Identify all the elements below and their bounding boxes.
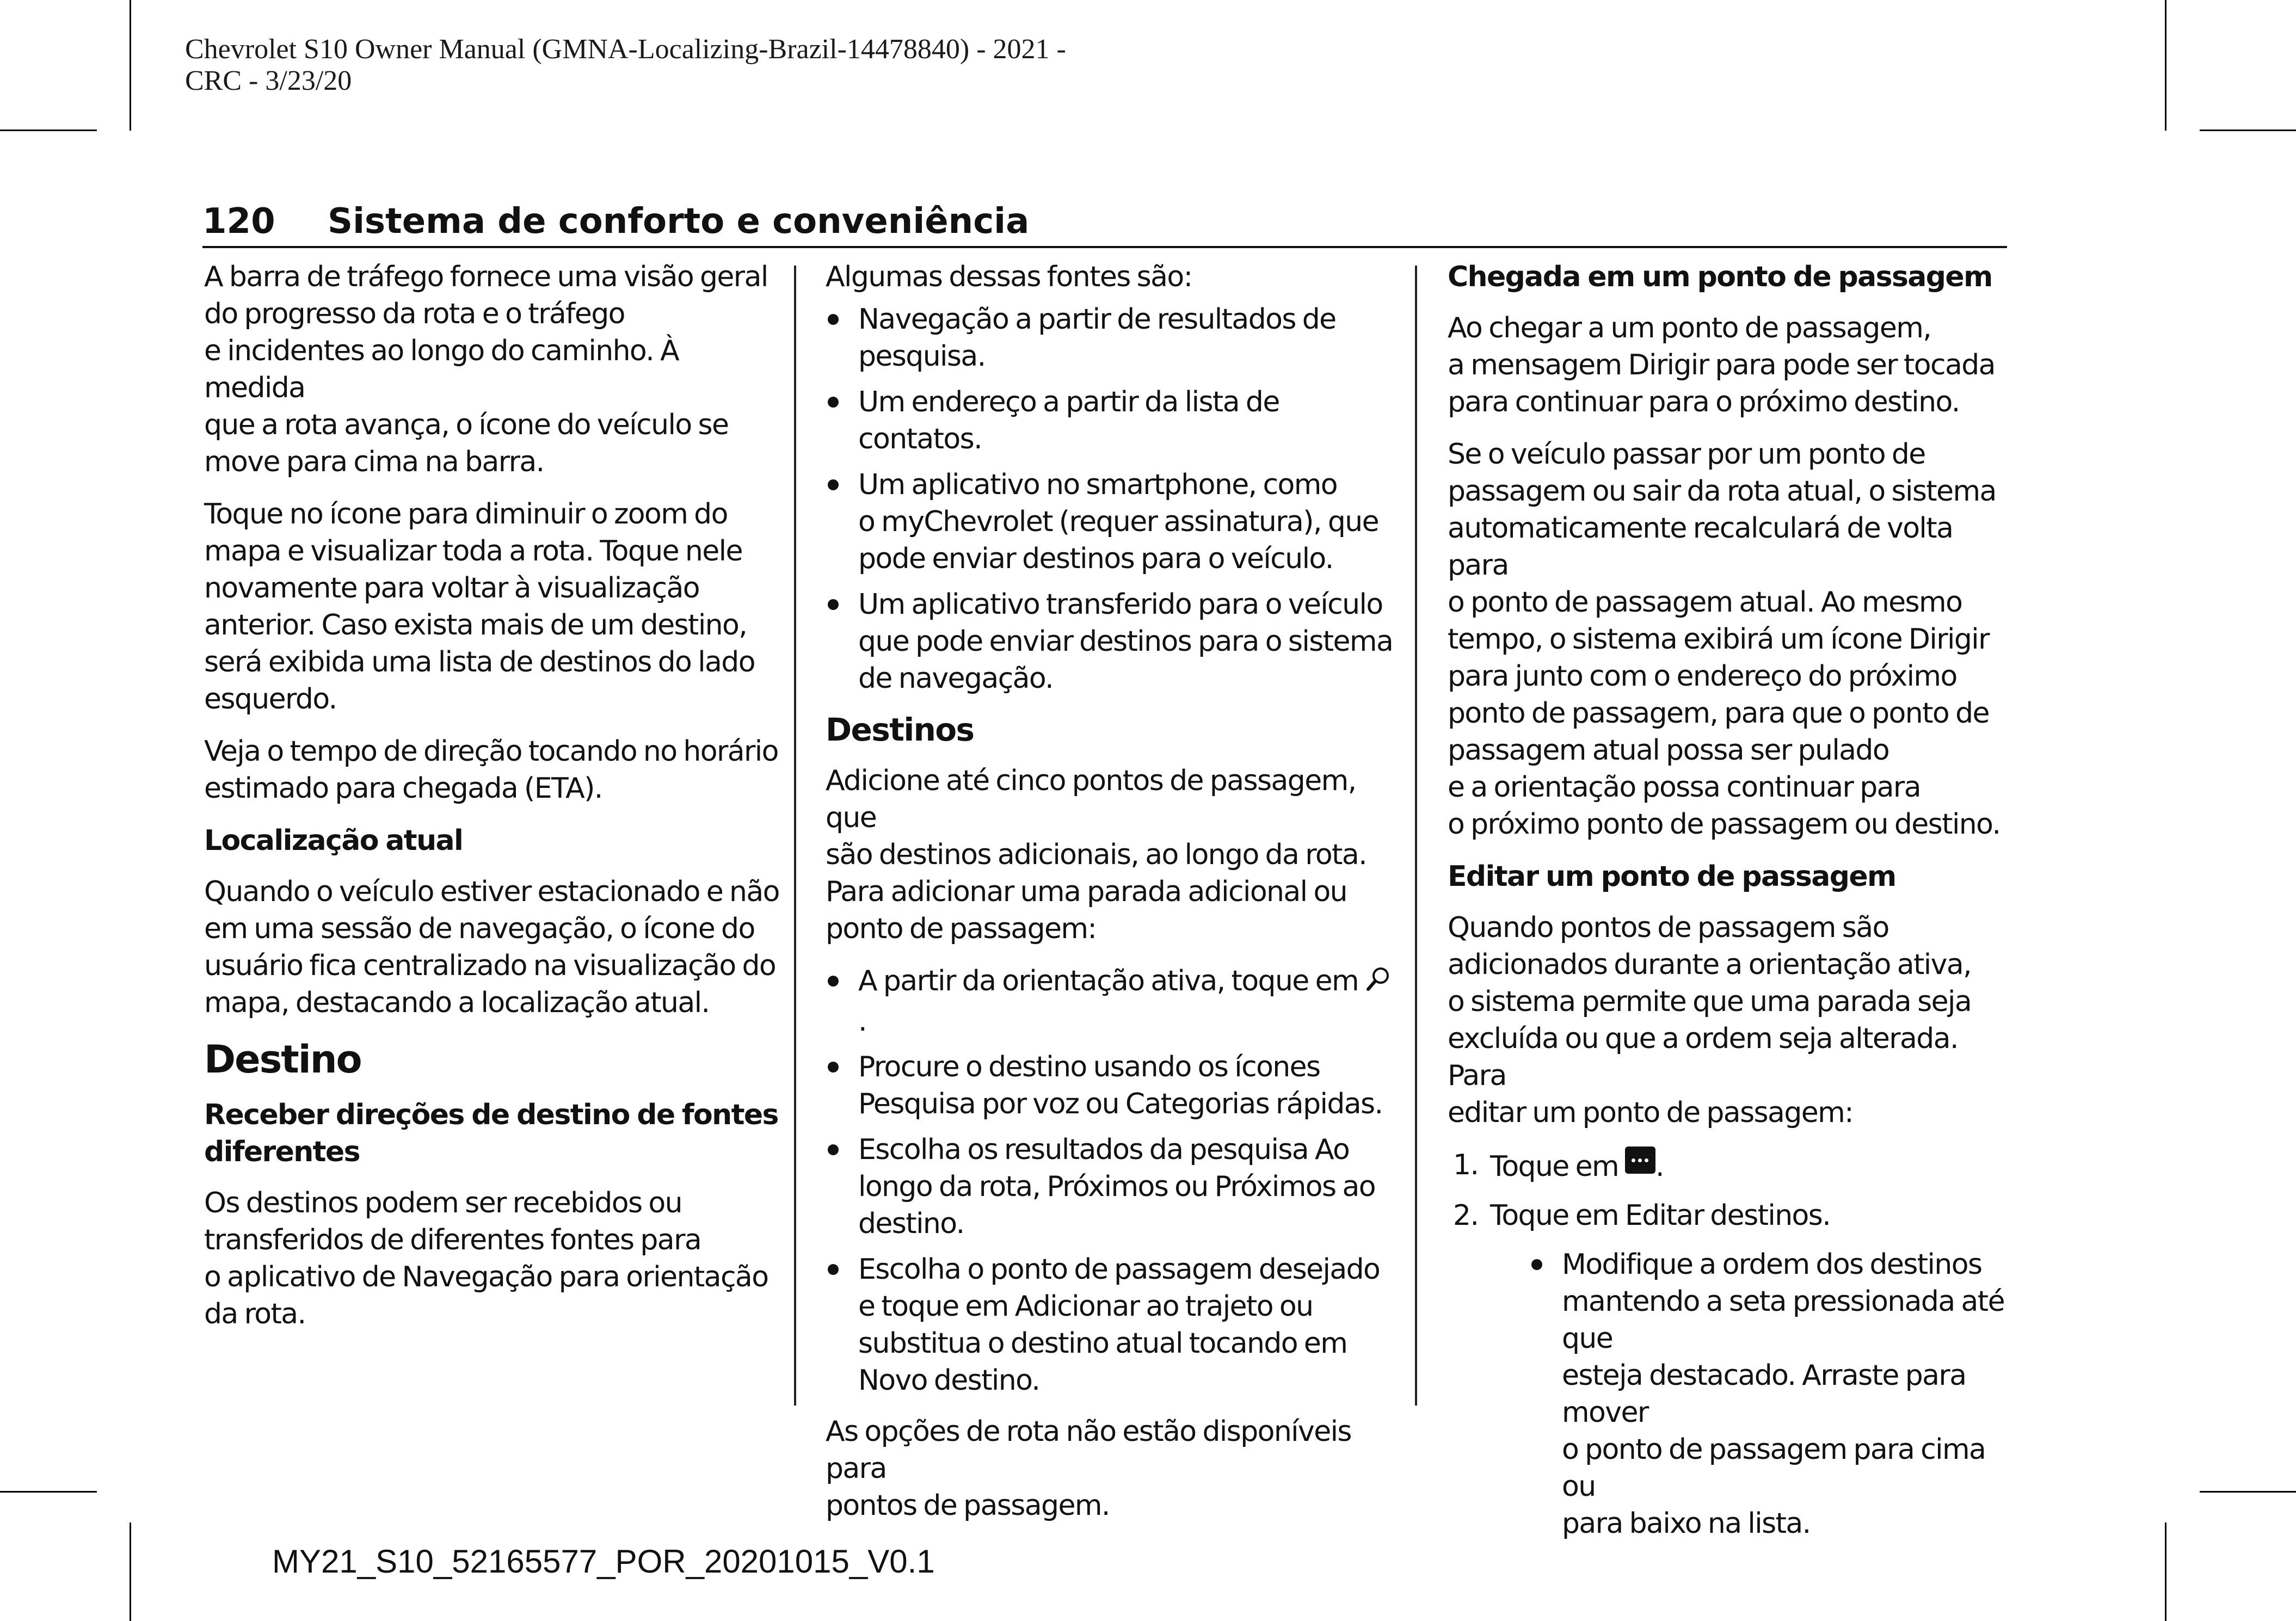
heading-edit-waypoint: Editar um ponto de passagem: [1448, 860, 1896, 893]
crop-mark-top-right-horizontal: [2200, 130, 2296, 131]
crop-mark-top-left-vertical: [130, 0, 131, 131]
add-waypoint-steps: [826, 963, 1397, 1399]
edit-sub-list: [1529, 1246, 2019, 1542]
bullet-icon: [828, 479, 839, 490]
chapter-title: Sistema de conforto e conveniência: [328, 201, 1030, 242]
column-divider-1: [794, 266, 796, 1406]
list-item-text: Procure o destino usando os ícones Pesquisa por voz ou Categorias rápidas.: [858, 1051, 1383, 1120]
paragraph-zoom: Toque no ícone para diminuir o zoom do mapa e visualizar toda a rota. Toque nele novamente para voltar à visualização anterior. Caso exista mais de um destino, será exibida uma lista de destinos do lado esquerdo.: [204, 498, 755, 716]
list-item-text: Toque em Editar destinos.: [1490, 1199, 1831, 1232]
column-divider-2: [1415, 266, 1417, 1406]
paragraph-add-waypoints: Adicione até cinco pontos de passagem, que são destinos adicionais, ao longo da rota. Para adicionar uma parada adicional ou ponto de passagem:: [826, 765, 1367, 945]
heading-receive-directions: Receber direções de destino de fontes diferentes: [204, 1099, 778, 1168]
crop-mark-bottom-right-horizontal: [2200, 1491, 2296, 1493]
list-item: [826, 586, 1397, 697]
search-icon: [1365, 965, 1391, 1003]
paragraph-eta: Veja o tempo de direção tocando no horário estimado para chegada (ETA).: [204, 735, 778, 805]
list-item-text: Navegação a partir de resultados de pesquisa.: [858, 303, 1336, 373]
document-footer-code: MY21_S10_52165577_POR_20201015_V0.1: [272, 1543, 935, 1580]
list-item-text: Escolha os resultados da pesquisa Ao longo da rota, Próximos ou Próximos ao destino.: [858, 1133, 1375, 1240]
bullet-icon: [828, 1144, 839, 1155]
list-item: [826, 1251, 1397, 1399]
bullet-icon: [828, 1062, 839, 1073]
crop-mark-top-right-vertical: [2165, 0, 2166, 131]
list-item-text: Um endereço a partir da lista de contatos.: [858, 386, 1279, 455]
list-item: [1448, 1147, 2019, 1185]
paragraph-sources-intro: Algumas dessas fontes são:: [826, 261, 1192, 293]
list-item: [826, 466, 1397, 577]
edit-steps: [1448, 1147, 2019, 1234]
paragraph-arrival: Ao chegar a um ponto de passagem, a mensagem Dirigir para pode ser tocada para continuar para o próximo destino.: [1448, 312, 1995, 418]
list-item-text: Um aplicativo no smartphone, como o myChevrolet (requer assinatura), que pode enviar destinos para o veículo.: [858, 469, 1379, 575]
list-item-suffix: .: [858, 1005, 866, 1038]
paragraph-current-location: Quando o veículo estiver estacionado e não em uma sessão de navegação, o ícone do usuário fica centralizado na visualização do mapa, destacando a localização atual.: [204, 876, 779, 1019]
header-line-2: CRC - 3/23/20: [185, 65, 352, 96]
step-number: 1.: [1453, 1149, 1479, 1181]
list-item: [826, 963, 1397, 1040]
paragraph-recalculate: Se o veículo passar por um ponto de passagem ou sair da rota atual, o sistema automaticamente recalculará de volta para o ponto de passagem atual. Ao mesmo tempo, o sistema exibirá um ícone Dirigir para junto com o endereço do próximo ponto de passagem, para que o ponto de passagem atual possa ser pulado e a orientação possa continuar para o próximo ponto de passagem ou destino.: [1448, 438, 2000, 841]
bullet-icon: [828, 976, 839, 987]
list-item-text: A partir da orientação ativa, toque em: [858, 965, 1365, 997]
paragraph-edit-waypoint: Quando pontos de passagem são adicionados durante a orientação ativa, o sistema permite que uma parada seja excluída ou que a ordem seja alterada. Para editar um ponto de passagem:: [1448, 911, 1972, 1129]
paragraph-route-options: As opções de rota não estão disponíveis para pontos de passagem.: [826, 1415, 1351, 1522]
step-number: 2.: [1453, 1199, 1479, 1232]
document-header: [185, 34, 1219, 97]
header-line-1: Chevrolet S10 Owner Manual (GMNA-Localizing-Brazil-14478840) - 2021 -: [185, 34, 1066, 65]
bullet-icon: [828, 397, 839, 408]
list-item-text: Um aplicativo transferido para o veículo que pode enviar destinos para o sistema de navegação.: [858, 588, 1393, 695]
sources-list: [826, 301, 1397, 697]
bullet-icon: [828, 314, 839, 325]
crop-mark-bottom-left-vertical: [130, 1523, 131, 1621]
list-item: [1529, 1246, 2019, 1542]
list-item-suffix: .: [1655, 1150, 1664, 1183]
column-2: [826, 258, 1397, 1539]
heading-destino: Destino: [204, 1037, 361, 1082]
list-item: [826, 301, 1397, 375]
more-options-icon: [1625, 1147, 1655, 1174]
crop-mark-bottom-right-vertical: [2165, 1523, 2166, 1621]
crop-mark-top-left-horizontal: [0, 130, 97, 131]
crop-mark-bottom-left-horizontal: [0, 1491, 97, 1493]
list-item: [826, 384, 1397, 458]
heading-current-location: Localização atual: [204, 824, 463, 857]
list-item: [1448, 1197, 2019, 1234]
bullet-icon: [828, 1264, 839, 1275]
column-3: [1448, 258, 2019, 1556]
heading-destinos: Destinos: [826, 711, 974, 748]
list-item: [826, 1131, 1397, 1242]
column-1: [204, 258, 781, 1348]
list-item: [826, 1049, 1397, 1123]
list-item-text: Modifique a ordem dos destinos mantendo a seta pressionada até que esteja destacado. Arraste para mover o ponto de passagem para cima ou para baixo na lista.: [1562, 1248, 2004, 1540]
page-number: 120: [202, 201, 275, 242]
list-item-text: Escolha o ponto de passagem desejado e toque em Adicionar ao trajeto ou substitua o destino atual tocando em Novo destino.: [858, 1253, 1380, 1397]
running-head: [202, 197, 2007, 248]
heading-arrival-waypoint: Chegada em um ponto de passagem: [1448, 261, 1992, 293]
bullet-icon: [828, 599, 839, 610]
list-item-text: Toque em: [1490, 1150, 1626, 1183]
paragraph-destination-sources: Os destinos podem ser recebidos ou transferidos de diferentes fontes para o aplicativo de Navegação para orientação da rota.: [204, 1187, 768, 1330]
paragraph-traffic-bar: A barra de tráfego fornece uma visão geral do progresso da rota e o tráfego e incidentes ao longo do caminho. À medida que a rota avança, o ícone do veículo se move para cima na barra.: [204, 261, 768, 478]
bullet-icon: [1531, 1259, 1542, 1270]
